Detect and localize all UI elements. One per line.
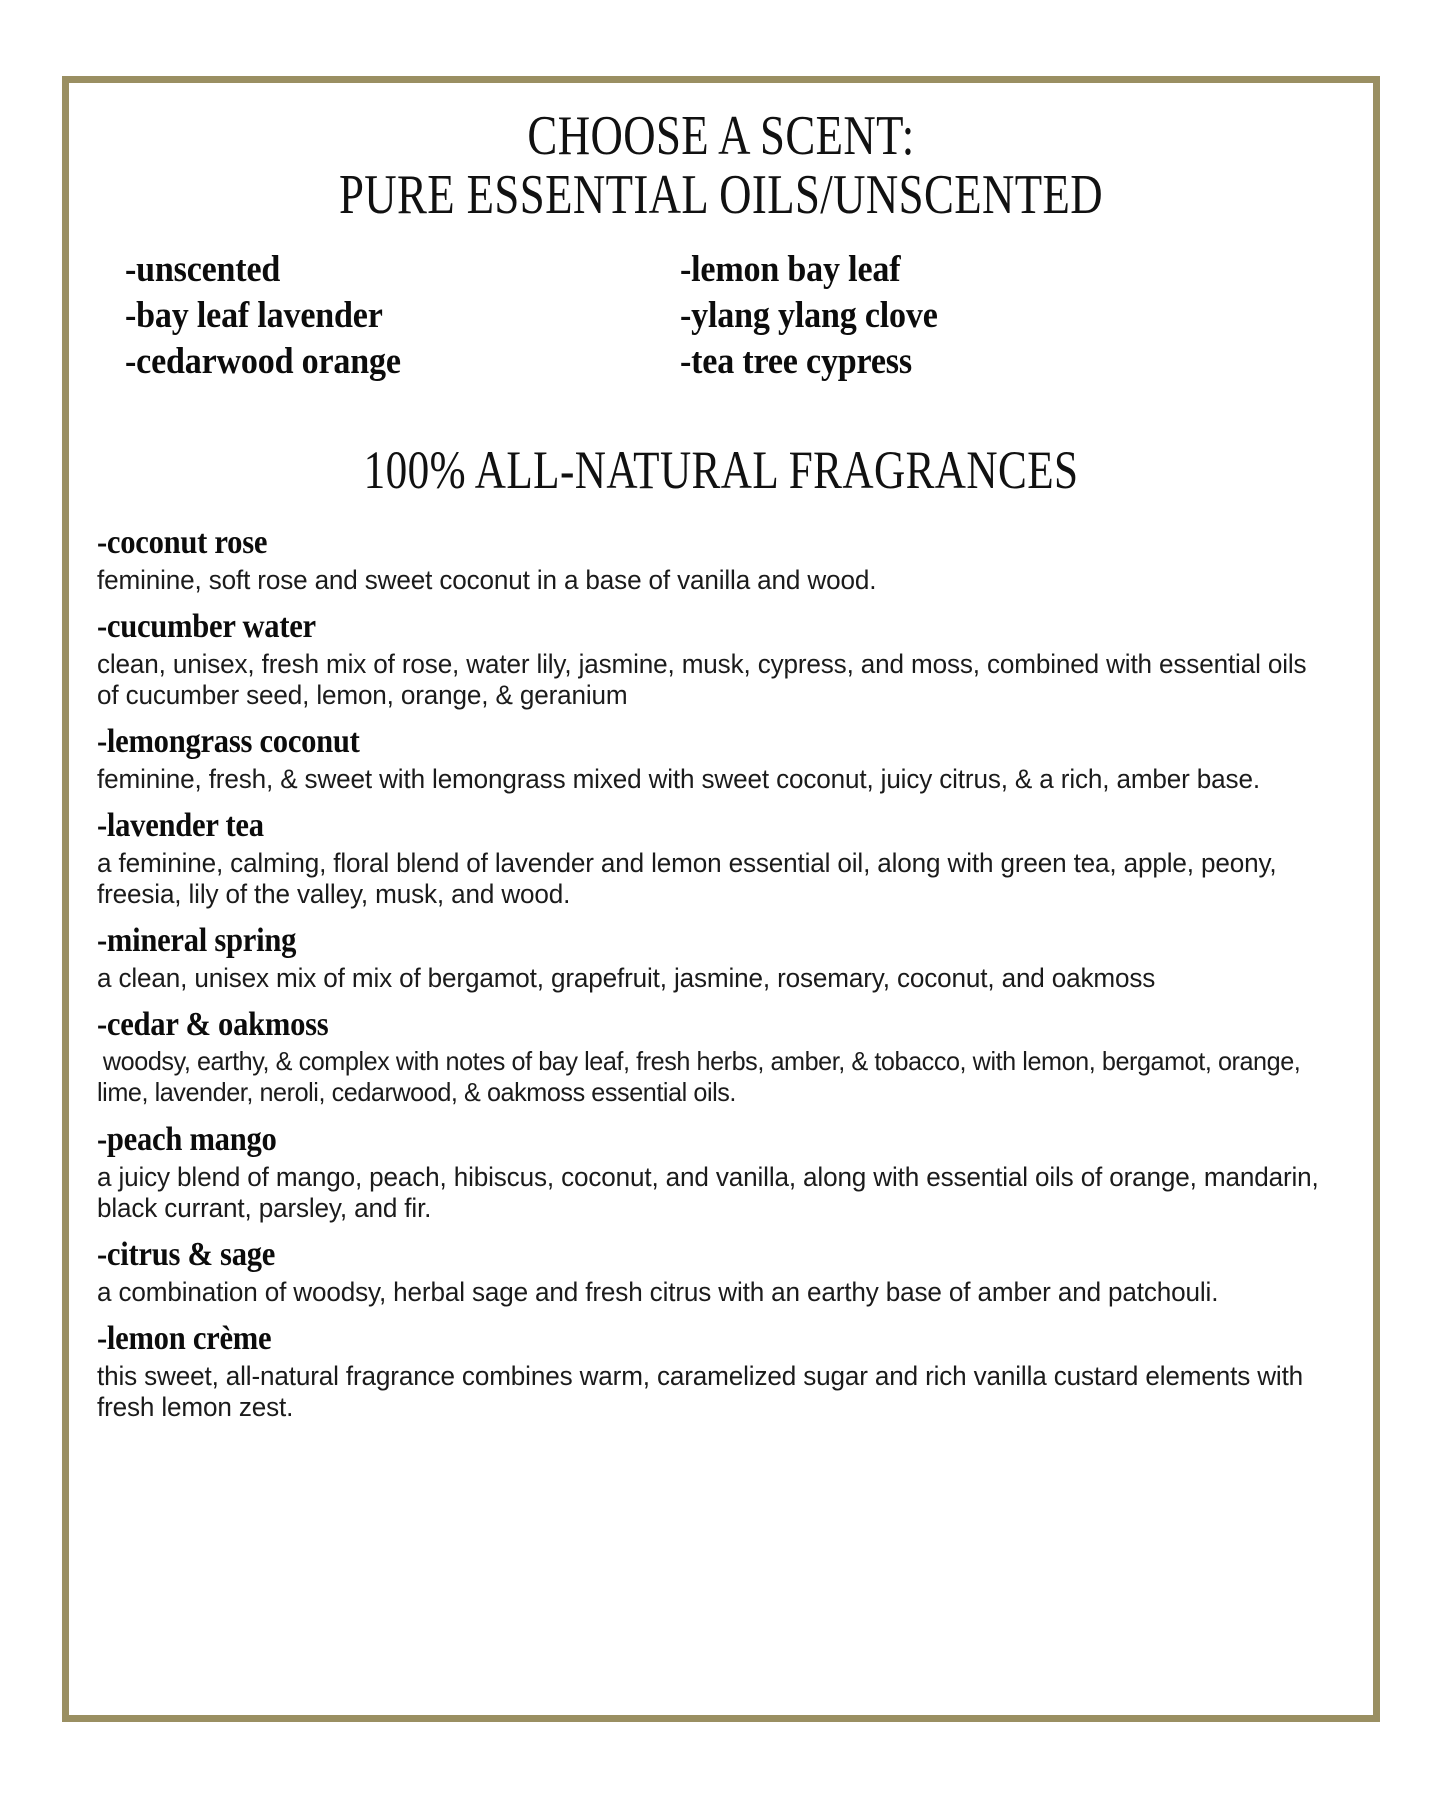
- fragrance-name: -coconut rose: [97, 524, 268, 561]
- fragrance-name: -lemon crème: [97, 1320, 272, 1357]
- scent-option-tea-tree-cypress[interactable]: -tea tree cypress: [680, 341, 912, 382]
- fragrance-description: feminine, soft rose and sweet coconut in a base of vanilla and wood.: [97, 565, 877, 595]
- decorative-border-frame: [62, 76, 1380, 1722]
- scent-option-ylang-ylang-clove[interactable]: -ylang ylang clove: [680, 295, 938, 336]
- scent-option-cedarwood-orange[interactable]: -cedarwood orange: [125, 341, 401, 382]
- fragrance-name: -mineral spring: [97, 922, 297, 959]
- fragrance-entry-cedar-oakmoss[interactable]: [97, 1005, 1347, 1109]
- title-line-1: CHOOSE A SCENT:: [527, 105, 915, 167]
- fragrance-name: -peach mango: [97, 1121, 277, 1158]
- fragrance-description: this sweet, all-natural fragrance combines warm, caramelized sugar and rich vanilla custard elements with fresh lemon zest.: [97, 1361, 1304, 1422]
- scent-column-left: [125, 247, 680, 385]
- fragrance-description: a clean, unisex mix of mix of bergamot, grapefruit, jasmine, rosemary, coconut, and oakmoss: [97, 963, 1156, 993]
- fragrance-entry-list: [91, 523, 1351, 1423]
- page-title: [91, 107, 1351, 225]
- natural-fragrances-heading: 100% ALL-NATURAL FRAGRANCES: [363, 440, 1079, 500]
- fragrance-entry-lemon-creme[interactable]: [97, 1319, 1347, 1423]
- fragrance-entry-cucumber-water[interactable]: [97, 607, 1347, 711]
- fragrance-description: feminine, fresh, & sweet with lemongrass mixed with sweet coconut, juicy citrus, & a rich, amber base.: [97, 764, 1260, 794]
- fragrance-entry-mineral-spring[interactable]: [97, 921, 1347, 994]
- scent-column-right: [680, 247, 1240, 385]
- fragrance-name: -lavender tea: [97, 807, 264, 844]
- title-line-2: PURE ESSENTIAL OILS/UNSCENTED: [338, 164, 1104, 226]
- scent-option-lemon-bay-leaf[interactable]: -lemon bay leaf: [680, 249, 901, 290]
- fragrance-name: -lemongrass coconut: [97, 723, 360, 760]
- fragrance-entry-coconut-rose[interactable]: [97, 523, 1347, 596]
- fragrance-name: -citrus & sage: [97, 1236, 276, 1273]
- fragrance-entry-citrus-sage[interactable]: [97, 1235, 1347, 1308]
- fragrance-entry-peach-mango[interactable]: [97, 1120, 1347, 1224]
- fragrance-entry-lavender-tea[interactable]: [97, 806, 1347, 910]
- fragrance-description: clean, unisex, fresh mix of rose, water lily, jasmine, musk, cypress, and moss, combined with essential oils of cucumber seed, lemon, orange, & geranium: [97, 649, 1307, 710]
- scent-option-bay-leaf-lavender[interactable]: -bay leaf lavender: [125, 295, 383, 336]
- fragrance-description: a combination of woodsy, herbal sage and fresh citrus with an earthy base of amber and patchouli.: [97, 1277, 1219, 1307]
- scent-option-columns: [91, 247, 1351, 385]
- fragrance-entry-lemongrass-coconut[interactable]: [97, 722, 1347, 795]
- fragrance-name: -cucumber water: [97, 608, 316, 645]
- fragrance-description: woodsy, earthy, & complex with notes of bay leaf, fresh herbs, amber, & tobacco, with lemon, bergamot, orange, lime, lavender, neroli, cedarwood, & oakmoss essential oils.: [97, 1048, 1301, 1107]
- scent-option-unscented[interactable]: -unscented: [125, 249, 281, 290]
- fragrance-description: a feminine, calming, floral blend of lavender and lemon essential oil, along with green tea, apple, peony, freesia, lily of the valley, musk, and wood.: [97, 848, 1277, 909]
- frame-content: [69, 83, 1373, 1715]
- fragrance-description: a juicy blend of mango, peach, hibiscus, coconut, and vanilla, along with essential oils of orange, mandarin, black currant, parsley, and fir.: [97, 1162, 1319, 1223]
- fragrance-name: -cedar & oakmoss: [97, 1006, 329, 1043]
